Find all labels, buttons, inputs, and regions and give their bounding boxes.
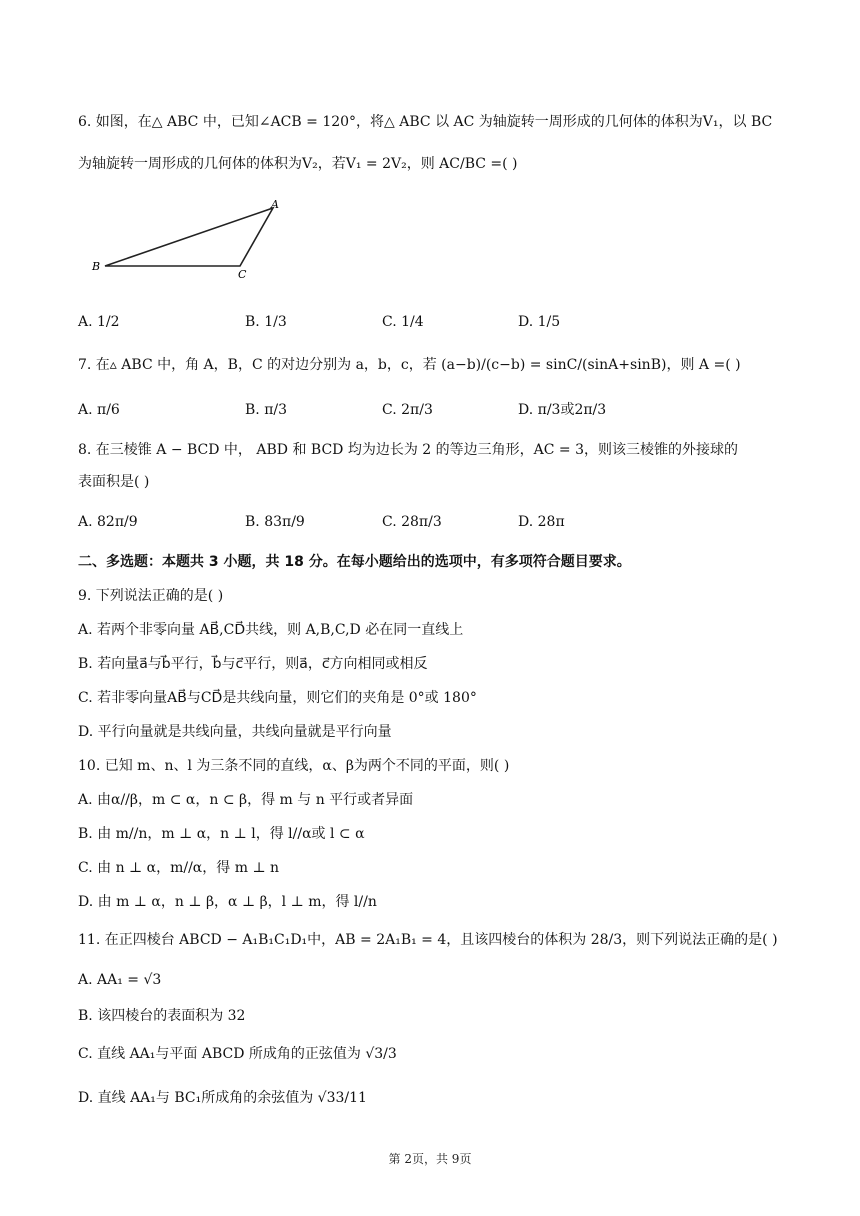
- figure-label-b: B: [92, 260, 101, 273]
- q6-stem-line2: 为轴旋转一周形成的几何体的体积为V₂，若V₁ = 2V₂，则 AC/BC =( ): [78, 156, 518, 172]
- q10-stem: 10. 已知 m、n、l 为三条不同的直线，α、β为两个不同的平面，则( ): [78, 758, 510, 774]
- q7-option-d: D. π/3或2π/3: [518, 402, 607, 418]
- q8-option-a: A. 82π/9: [78, 514, 138, 530]
- section-heading-multiple-choice: 二、多选题：本题共 3 小题，共 18 分。在每小题给出的选项中，有多项符合题目要求。: [78, 554, 631, 570]
- q8-option-d: D. 28π: [518, 514, 565, 530]
- q10-option-a: A. 由α//β，m ⊂ α，n ⊂ β，得 m 与 n 平行或者异面: [78, 792, 414, 808]
- q8-stem-line1: 8. 在三棱锥 A − BCD 中， ABD 和 BCD 均为边长为 2 的等边三角形，AC = 3，则该三棱锥的外接球的: [78, 442, 739, 458]
- q6-stem-line1: 6. 如图，在△ ABC 中，已知∠ACB = 120°，将△ ABC 以 AC 为轴旋转一周形成的几何体的体积为V₁，以 BC: [78, 114, 773, 130]
- q8-option-c: C. 28π/3: [382, 514, 442, 530]
- q6-option-d: D. 1/5: [518, 314, 561, 330]
- q6-option-a: A. 1/2: [78, 314, 120, 330]
- q10-option-c: C. 由 n ⊥ α，m//α，得 m ⊥ n: [78, 860, 280, 876]
- q10-option-d: D. 由 m ⊥ α，n ⊥ β，α ⊥ β，l ⊥ m，得 l//n: [78, 894, 377, 910]
- figure-label-a: A: [271, 198, 279, 211]
- triangle-abc: [105, 208, 273, 266]
- q11-option-d: D. 直线 AA₁与 BC₁所成角的余弦值为 √33/11: [78, 1090, 367, 1106]
- q6-option-b: B. 1/3: [245, 314, 287, 330]
- q10-option-b: B. 由 m//n，m ⊥ α，n ⊥ l，得 l//α或 l ⊂ α: [78, 826, 365, 842]
- q8-option-b: B. 83π/9: [245, 514, 305, 530]
- q9-option-d: D. 平行向量就是共线向量，共线向量就是平行向量: [78, 724, 392, 740]
- q11-option-a: A. AA₁ = √3: [78, 972, 162, 988]
- q9-stem: 9. 下列说法正确的是( ): [78, 588, 224, 604]
- q11-option-b: B. 该四棱台的表面积为 32: [78, 1008, 246, 1024]
- q9-option-c: C. 若非零向量AB⃗与CD⃗是共线向量，则它们的夹角是 0°或 180°: [78, 690, 477, 706]
- q9-option-a: A. 若两个非零向量 AB⃗,CD⃗共线，则 A,B,C,D 必在同一直线上: [78, 622, 464, 638]
- q6-option-c: C. 1/4: [382, 314, 424, 330]
- q7-option-c: C. 2π/3: [382, 402, 433, 418]
- q11-stem: 11. 在正四棱台 ABCD − A₁B₁C₁D₁中，AB = 2A₁B₁ = 4，且该四棱台的体积为 28/3，则下列说法正确的是( ): [78, 932, 778, 948]
- q11-option-c: C. 直线 AA₁与平面 ABCD 所成角的正弦值为 √3/3: [78, 1046, 397, 1062]
- q9-option-b: B. 若向量a⃗与b⃗平行，b⃗与c⃗平行，则a⃗，c⃗方向相同或相反: [78, 656, 428, 672]
- page-footer: 第 2页，共 9页: [388, 1152, 472, 1166]
- triangle-abc-figure: [88, 196, 298, 286]
- q7-stem: 7. 在▵ ABC 中，角 A，B，C 的对边分别为 a，b，c，若 (a−b)/(c−b) = sinC/(sinA+sinB)，则 A =( ): [78, 357, 741, 373]
- q8-stem-line2: 表面积是( ): [78, 474, 150, 490]
- figure-label-c: C: [238, 268, 247, 281]
- q7-option-b: B. π/3: [245, 402, 288, 418]
- q7-option-a: A. π/6: [78, 402, 120, 418]
